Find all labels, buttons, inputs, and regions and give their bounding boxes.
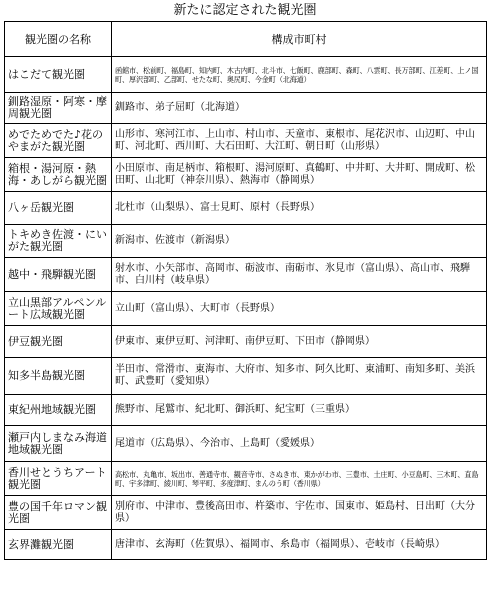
municipalities-cell: 北杜市（山梨県）、富士見町、原村（長野県） — [112, 192, 487, 225]
table-row — [5, 225, 487, 258]
table-row — [5, 57, 487, 93]
area-name-cell: 知多半島観光圏 — [5, 358, 112, 395]
area-name-cell: 越中・飛騨観光圏 — [5, 258, 112, 292]
table-row — [5, 530, 487, 560]
area-name-cell: 立山黒部アルペンルート広域観光圏 — [5, 292, 112, 326]
municipalities-cell: 立山町（富山県）、大町市（長野県） — [112, 292, 487, 326]
page-title: 新たに認定された観光圏 — [173, 3, 317, 18]
area-name-cell: 伊豆観光圏 — [5, 326, 112, 358]
table-row — [5, 158, 487, 192]
table-row — [5, 395, 487, 426]
area-name-cell: 玄界灘観光圏 — [5, 530, 112, 560]
table-row — [5, 462, 487, 496]
municipalities-cell: 新潟市、佐渡市（新潟県） — [112, 225, 487, 258]
table-row — [5, 326, 487, 358]
area-name-cell: 瀬戸内しまなみ海道地域観光圏 — [5, 426, 112, 462]
table-header-row — [5, 22, 487, 57]
municipalities-cell: 伊東市、東伊豆町、河津町、南伊豆町、下田市（静岡県） — [112, 326, 487, 358]
table-row — [5, 496, 487, 530]
area-name-cell: 東紀州地域観光圏 — [5, 395, 112, 426]
table-row — [5, 258, 487, 292]
table-row — [5, 292, 487, 326]
municipalities-cell: 函館市、松前町、福島町、知内町、木古内町、北斗市、七飯町、鹿部町、森町、八雲町、長万部町、江差町、上ノ国町、厚沢部町、乙部町、せたな町、奥尻町、今金町（北海道） — [112, 57, 487, 93]
table-row — [5, 93, 487, 124]
municipalities-cell: 半田市、常滑市、東海市、大府市、知多市、阿久比町、東浦町、南知多町、美浜町、武豊町（愛知県） — [112, 358, 487, 395]
municipalities-cell: 唐津市、玄海町（佐賀県）、福岡市、糸島市（福岡県）、壱岐市（長崎県） — [112, 530, 487, 560]
table-row — [5, 358, 487, 395]
municipalities-cell: 射水市、小矢部市、高岡市、砺波市、南砺市、氷見市（富山県）、高山市、飛騨市、白川村（岐阜県） — [112, 258, 487, 292]
area-name-cell: 箱根・湯河原・熱海・あしがら観光圏 — [5, 158, 112, 192]
area-name-cell: トキめき佐渡・にいがた観光圏 — [5, 225, 112, 258]
tourism-area-table — [4, 21, 487, 560]
municipalities-cell: 尾道市（広島県）、今治市、上島町（愛媛県） — [112, 426, 487, 462]
municipalities-cell: 釧路市、弟子屈町（北海道） — [112, 93, 487, 124]
municipalities-cell: 小田原市、南足柄市、箱根町、湯河原町、真鶴町、中井町、大井町、開成町、松田町、山北町（神奈川県）、熱海市（静岡県） — [112, 158, 487, 192]
area-name-cell: 八ヶ岳観光圏 — [5, 192, 112, 225]
municipalities-cell: 高松市、丸亀市、坂出市、善通寺市、観音寺市、さぬき市、東かがわ市、三豊市、土庄町、小豆島町、三木町、直島町、宇多津町、綾川町、琴平町、多度津町、まんのう町（香川県） — [112, 462, 487, 496]
column-header-area-name: 観光圏の名称 — [5, 22, 112, 57]
area-name-cell: 豊の国千年ロマン観光圏 — [5, 496, 112, 530]
municipalities-cell: 熊野市、尾鷲市、紀北町、御浜町、紀宝町（三重県） — [112, 395, 487, 426]
column-header-municipalities: 構成市町村 — [112, 22, 487, 57]
table-row — [5, 124, 487, 158]
table-row — [5, 426, 487, 462]
area-name-cell: はこだて観光圏 — [5, 57, 112, 93]
area-name-cell: めでためでた♪花のやまがた観光圏 — [5, 124, 112, 158]
area-name-cell: 香川せとうちアート観光圏 — [5, 462, 112, 496]
municipalities-cell: 別府市、中津市、豊後高田市、杵築市、宇佐市、国東市、姫島村、日出町（大分県） — [112, 496, 487, 530]
table-row — [5, 192, 487, 225]
area-name-cell: 釧路湿原・阿寒・摩周観光圏 — [5, 93, 112, 124]
municipalities-cell: 山形市、寒河江市、上山市、村山市、天童市、東根市、尾花沢市、山辺町、中山町、河北町、西川町、大石田町、大江町、朝日町（山形県） — [112, 124, 487, 158]
